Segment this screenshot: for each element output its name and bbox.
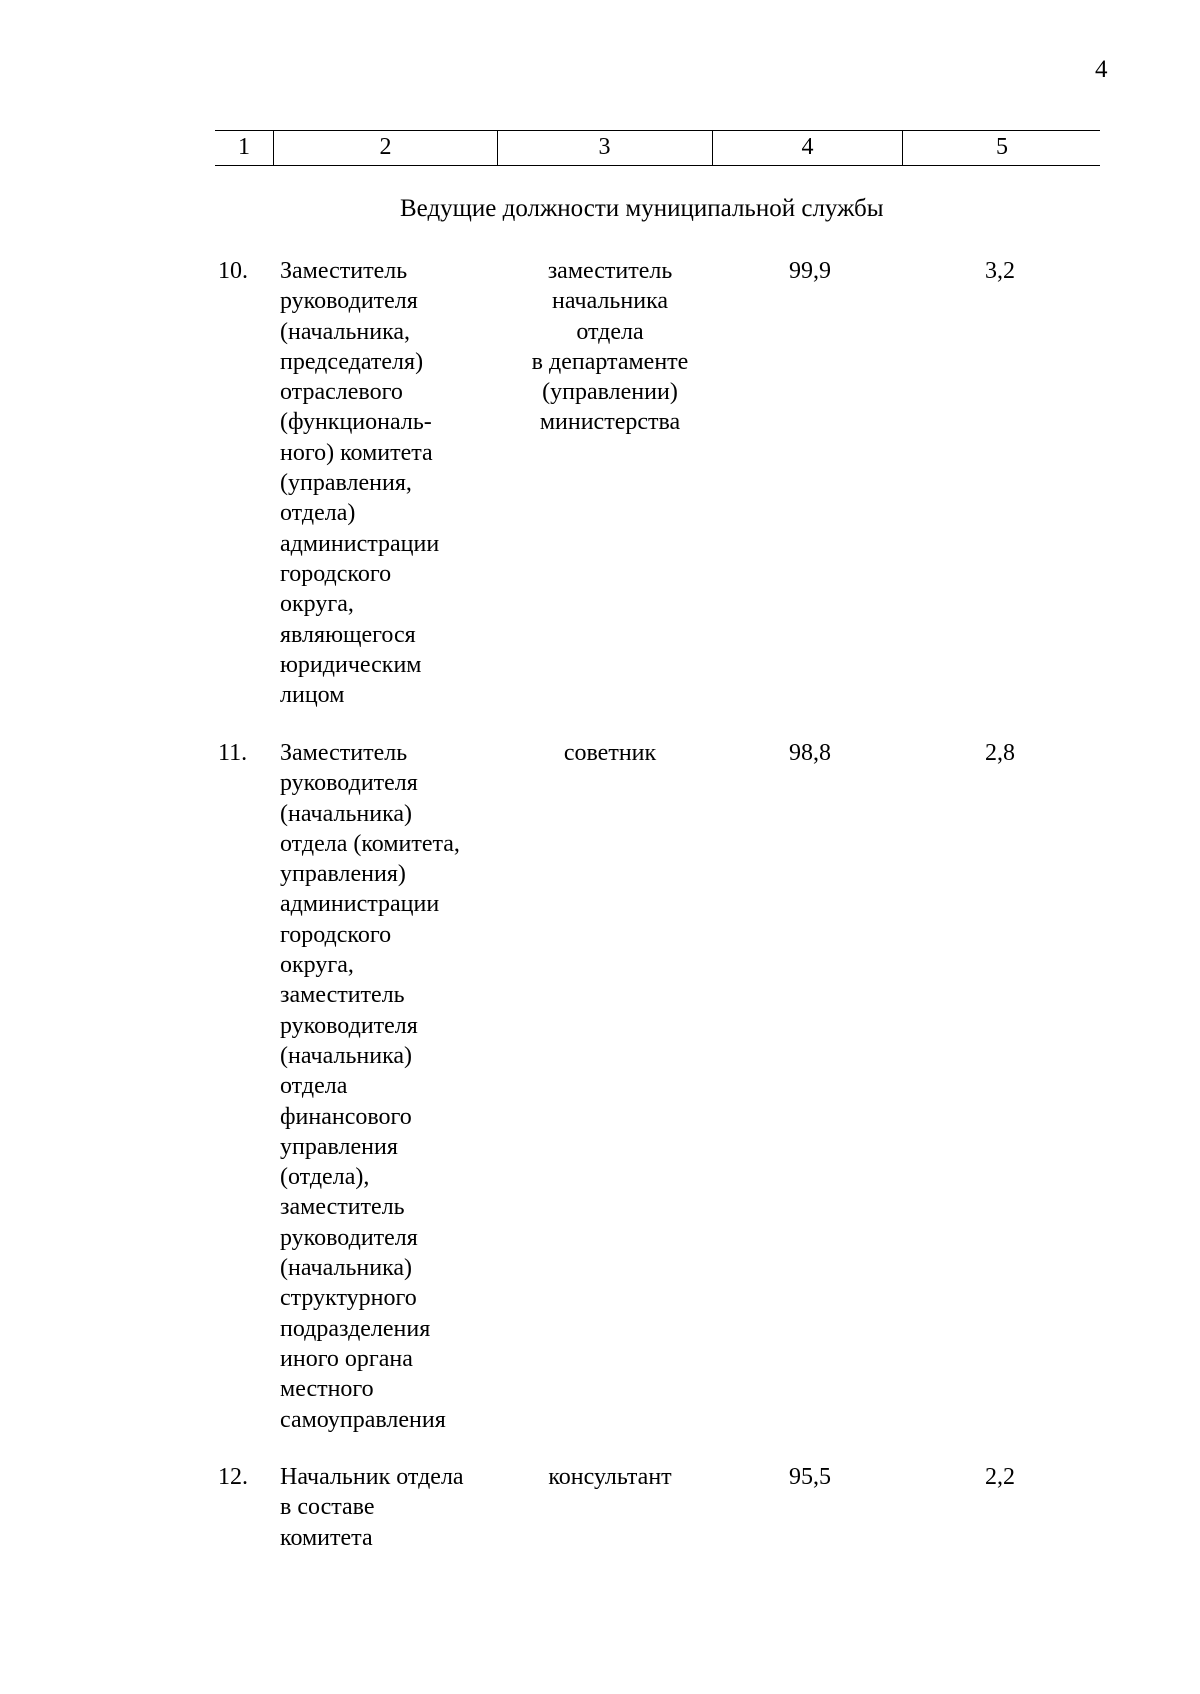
equivalent-position (510, 1462, 710, 1492)
column-header-2: 2 (273, 131, 497, 165)
column-5-value: 2,2 (985, 1464, 1015, 1490)
position-title (280, 256, 510, 710)
position-title-line: руководителя (280, 1224, 418, 1251)
equivalent-position (510, 256, 710, 438)
position-title-line: Начальник отдела (280, 1464, 464, 1490)
position-title-line: отдела (комитета, (280, 830, 460, 857)
position-title-line: заместитель (280, 982, 405, 1009)
column-header-1: 1 (238, 134, 250, 160)
position-title-line: отраслевого (280, 379, 403, 406)
column-4-value: 95,5 (789, 1464, 831, 1490)
column-5-value: 2,8 (985, 740, 1015, 766)
position-title-line: (начальника) (280, 1042, 413, 1069)
column-numbers-header (215, 130, 1100, 166)
equivalent-position-line: отдела (576, 318, 644, 345)
position-title (280, 1462, 510, 1553)
position-title-line: управления (280, 1133, 398, 1160)
equivalent-position (510, 738, 710, 768)
position-title-line: финансового (280, 1103, 412, 1130)
column-header-5: 5 (902, 131, 1101, 165)
column-header-4: 4 (712, 131, 902, 165)
position-title (280, 738, 510, 1435)
position-title-line: (начальника) (280, 1255, 413, 1282)
position-title-line: руководителя (280, 288, 418, 315)
position-title-line: городского (280, 560, 392, 587)
position-title-line: (функциональ- (280, 409, 432, 436)
row-number: 11. (218, 740, 248, 766)
column-5-value: 3,2 (985, 258, 1015, 284)
column-4-value: 99,9 (789, 258, 831, 284)
position-title-line: городского (280, 921, 392, 948)
equivalent-position-line: консультант (548, 1464, 672, 1490)
section-heading: Ведущие должности муниципальной службы (400, 195, 884, 222)
position-title-line: администрации (280, 530, 440, 557)
position-title-line: округа, (280, 591, 354, 618)
position-title-line: комитета (280, 1524, 373, 1551)
position-title-line: самоуправления (280, 1406, 446, 1433)
position-title-line: администрации (280, 891, 440, 918)
equivalent-position-line: в департаменте (531, 348, 689, 375)
position-title-line: заместитель (280, 1194, 405, 1221)
position-title-line: отдела) (280, 500, 356, 527)
position-title-line: (отдела), (280, 1164, 370, 1191)
column-4-value: 98,8 (789, 740, 831, 766)
column-header-3: 3 (497, 131, 711, 165)
position-title-line: округа, (280, 952, 354, 979)
position-title-line: иного органа (280, 1345, 413, 1372)
position-title-line: руководителя (280, 1012, 418, 1039)
position-title-line: Заместитель (280, 258, 408, 284)
equivalent-position-line: министерства (539, 409, 681, 436)
position-title-line: ного) комитета (280, 439, 433, 466)
equivalent-position-line: (управлении) (542, 379, 678, 406)
row-number: 10. (218, 258, 248, 284)
row-number: 12. (218, 1464, 248, 1490)
position-title-line: (начальника, (280, 318, 411, 345)
equivalent-position-line: советник (563, 740, 657, 766)
position-title-line: подразделения (280, 1315, 431, 1342)
position-title-line: (начальника) (280, 800, 413, 827)
position-title-line: Заместитель (280, 740, 408, 766)
position-title-line: (управления, (280, 470, 412, 497)
page-number: 4 (1095, 56, 1108, 83)
position-title-line: лицом (280, 682, 345, 709)
equivalent-position-line: заместитель (547, 258, 673, 284)
equivalent-position-line: начальника (551, 288, 669, 315)
position-title-line: управления) (280, 861, 406, 888)
position-title-line: председателя) (280, 348, 424, 375)
position-title-line: руководителя (280, 770, 418, 797)
position-title-line: юридическим (280, 651, 422, 678)
position-title-line: отдела (280, 1073, 348, 1100)
position-title-line: местного (280, 1376, 374, 1403)
position-title-line: структурного (280, 1285, 417, 1312)
position-title-line: в составе (280, 1494, 375, 1521)
position-title-line: являющегося (280, 621, 416, 648)
